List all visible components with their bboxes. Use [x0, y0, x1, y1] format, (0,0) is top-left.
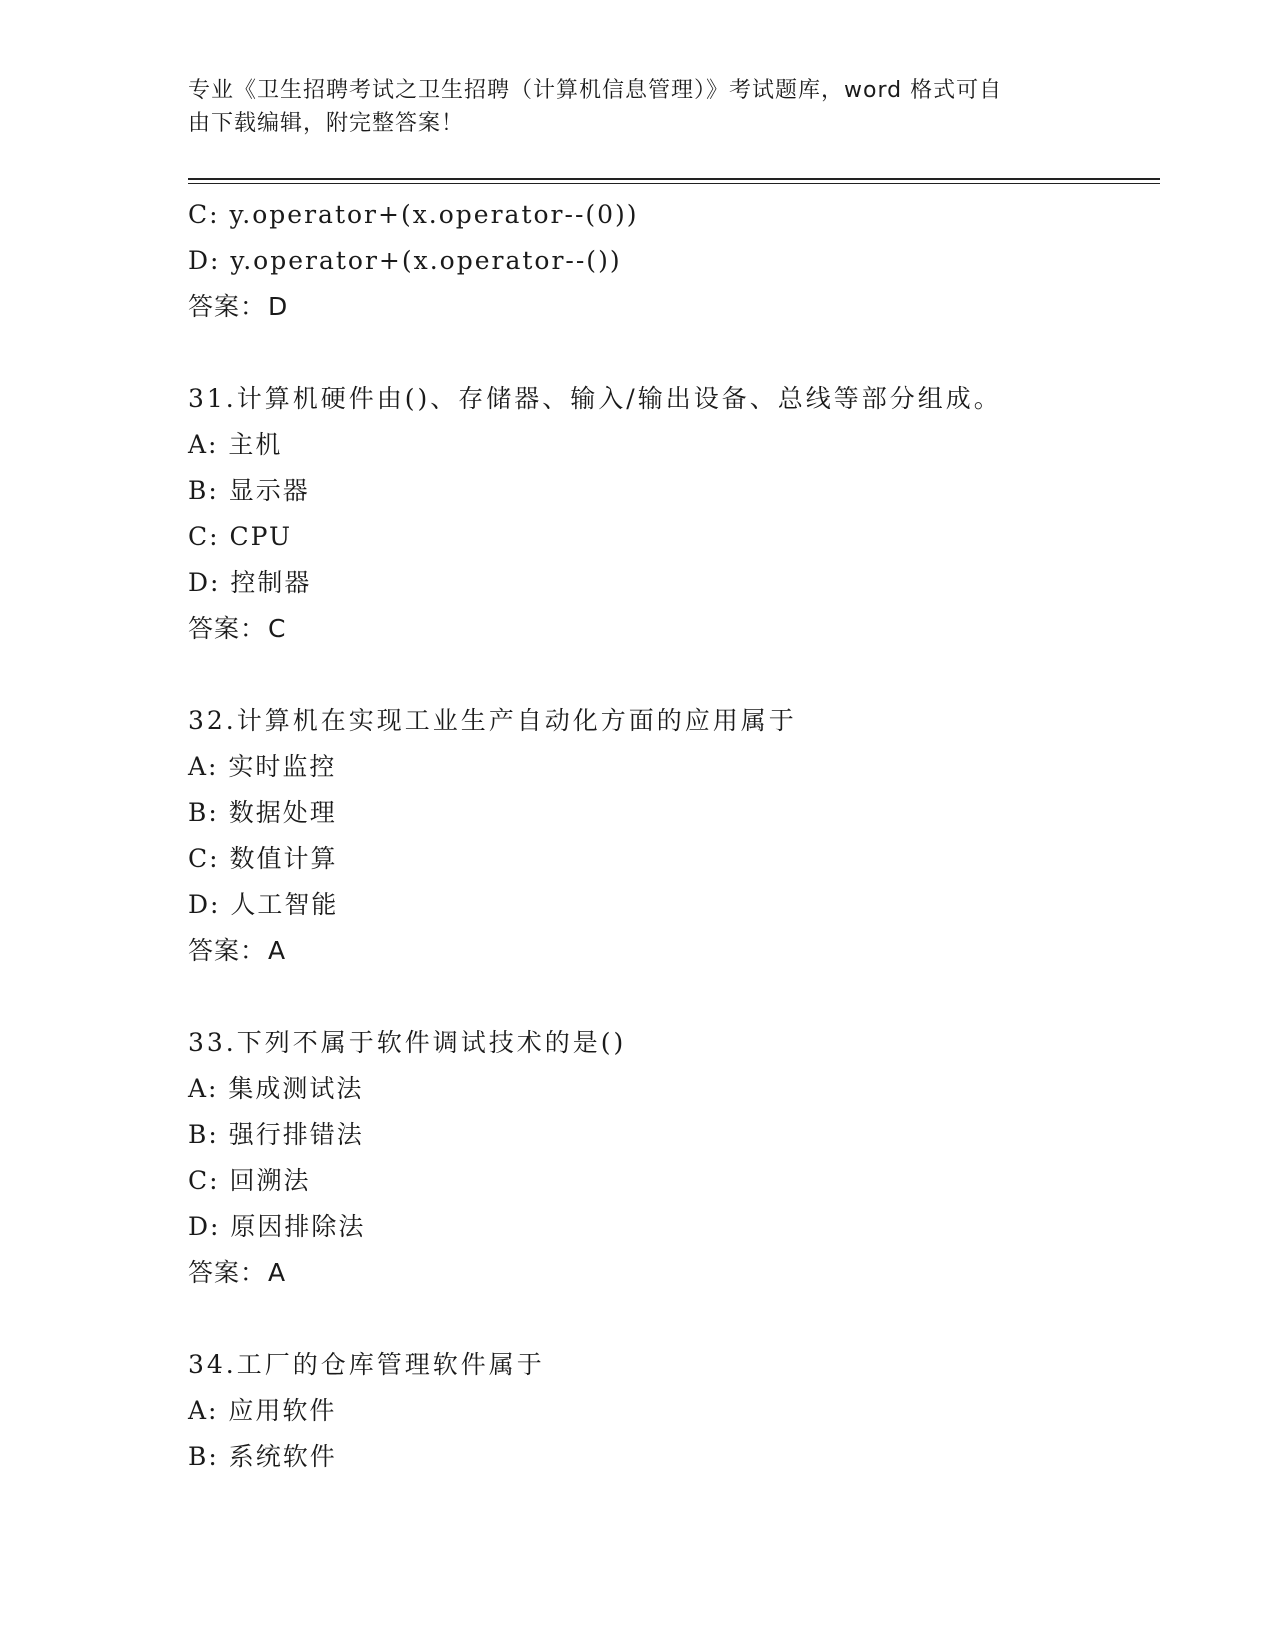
answer-label: 答案： — [188, 292, 267, 321]
option-c: C: 数值计算 — [188, 844, 338, 873]
option-d: D: 控制器 — [188, 568, 312, 597]
answer-label: 答案： — [188, 936, 267, 965]
header-divider-top — [188, 178, 1160, 180]
answer-line — [188, 284, 1160, 330]
question-32 — [188, 698, 1160, 974]
option-d: D: 人工智能 — [188, 890, 339, 919]
option-a: A: 集成测试法 — [188, 1074, 364, 1103]
question-34 — [188, 1342, 1160, 1480]
option-c: C: y.operator+(x.operator--(0)) — [188, 200, 639, 229]
option-b: B: 显示器 — [188, 476, 310, 505]
option-b: B: 数据处理 — [188, 798, 337, 827]
option-a: A: 应用软件 — [188, 1396, 337, 1425]
question-title: 32.计算机在实现工业生产自动化方面的应用属于 — [188, 706, 797, 735]
answer-value: A — [268, 936, 287, 965]
option-c: C: 回溯法 — [188, 1166, 311, 1195]
answer-line — [188, 1250, 1160, 1296]
option-b: B: 系统软件 — [188, 1442, 337, 1471]
question-title: 33.下列不属于软件调试技术的是() — [188, 1028, 627, 1057]
option-a: A: 主机 — [188, 430, 283, 459]
header-line-2: 由下载编辑，附完整答案！ — [188, 111, 465, 136]
header-line-1: 专业《卫生招聘考试之卫生招聘（计算机信息管理）》考试题库，word 格式可自 — [188, 78, 1003, 103]
header-divider-bottom — [188, 183, 1160, 184]
question-title: 31.计算机硬件由()、存储器、输入/输出设备、总线等部分组成。 — [188, 384, 1002, 413]
answer-line — [188, 928, 1160, 974]
option-b: B: 强行排错法 — [188, 1120, 364, 1149]
answer-line — [188, 606, 1160, 652]
question-31 — [188, 376, 1160, 652]
option-a: A: 实时监控 — [188, 752, 337, 781]
option-d: D: y.operator+(x.operator--()) — [188, 246, 622, 275]
question-30-continued — [188, 192, 1160, 330]
question-title: 34.工厂的仓库管理软件属于 — [188, 1350, 545, 1379]
question-33 — [188, 1020, 1160, 1296]
document-header — [188, 74, 1088, 140]
answer-label: 答案： — [188, 1258, 267, 1287]
option-d: D: 原因排除法 — [188, 1212, 366, 1241]
option-c: C: CPU — [188, 522, 293, 551]
answer-value: A — [268, 1258, 287, 1287]
answer-value: C — [268, 614, 287, 643]
question-list — [188, 192, 1160, 1480]
answer-label: 答案： — [188, 614, 267, 643]
answer-value: D — [268, 292, 289, 321]
